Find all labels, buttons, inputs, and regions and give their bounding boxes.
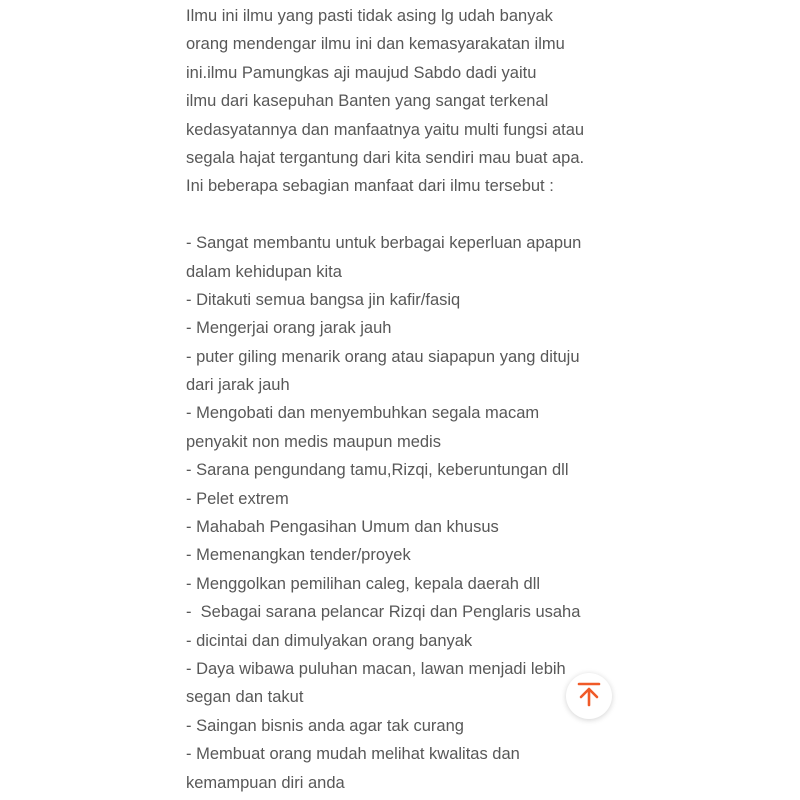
benefit-list-line: - Mengerjai orang jarak jauh — [186, 319, 392, 338]
article-intro-line: Ini beberapa sebagian manfaat dari ilmu tersebut : — [186, 177, 554, 196]
article-intro-line: orang mendengar ilmu ini dan kemasyarakatan ilmu — [186, 35, 565, 54]
article-intro-line: ini.ilmu Pamungkas aji maujud Sabdo dadi yaitu — [186, 63, 537, 82]
benefit-list-line: - Memenangkan tender/proyek — [186, 546, 411, 565]
article-intro — [186, 2, 626, 201]
benefit-list-line: kemampuan diri anda — [186, 773, 345, 792]
benefit-list-line: - Mengobati dan menyembuhkan segala macam — [186, 404, 540, 423]
benefit-list-line: penyakit non medis maupun medis — [186, 432, 441, 451]
benefit-list-line: - dicintai dan dimulyakan orang banyak — [186, 631, 473, 650]
benefit-list-line: - Ditakuti semua bangsa jin kafir/fasiq — [186, 290, 461, 309]
benefit-list-line: - Sangat membantu untuk berbagai keperluan apapun — [186, 234, 582, 253]
benefit-list-line: dalam kehidupan kita — [186, 262, 342, 281]
article-intro-line: kedasyatannya dan manfaatnya yaitu multi fungsi atau — [186, 120, 585, 139]
benefit-list-line: - Pelet extrem — [186, 489, 289, 508]
article-body — [186, 2, 626, 797]
benefit-list-line: - Menggolkan pemilihan caleg, kepala daerah dll — [186, 574, 541, 593]
arrow-up-to-top-icon — [576, 681, 602, 712]
benefit-list-line: - Sarana pengundang tamu,Rizqi, keberuntungan dll — [186, 461, 569, 480]
article-intro-line: ilmu dari kasepuhan Banten yang sangat terkenal — [186, 92, 549, 111]
benefit-list-line: - Mahabah Pengasihan Umum dan khusus — [186, 518, 499, 537]
benefit-list-line: dari jarak jauh — [186, 376, 290, 395]
benefit-list-line: - puter giling menarik orang atau siapapun yang dituju — [186, 347, 580, 366]
benefit-list — [186, 229, 626, 797]
benefit-list-line: - Membuat orang mudah melihat kwalitas dan — [186, 745, 520, 764]
benefit-list-line: segan dan takut — [186, 688, 304, 707]
article-intro-line: segala hajat tergantung dari kita sendiri mau buat apa. — [186, 148, 585, 167]
benefit-list-line: - Sebagai sarana pelancar Rizqi dan Penglaris usaha — [186, 603, 581, 622]
benefit-list-line: - Saingan bisnis anda agar tak curang — [186, 716, 464, 735]
scroll-to-top-button[interactable] — [566, 673, 612, 719]
benefit-list-line: - Daya wibawa puluhan macan, lawan menjadi lebih — [186, 659, 566, 678]
paragraph-spacer — [186, 201, 626, 229]
article-intro-line: Ilmu ini ilmu yang pasti tidak asing lg udah banyak — [186, 7, 553, 25]
